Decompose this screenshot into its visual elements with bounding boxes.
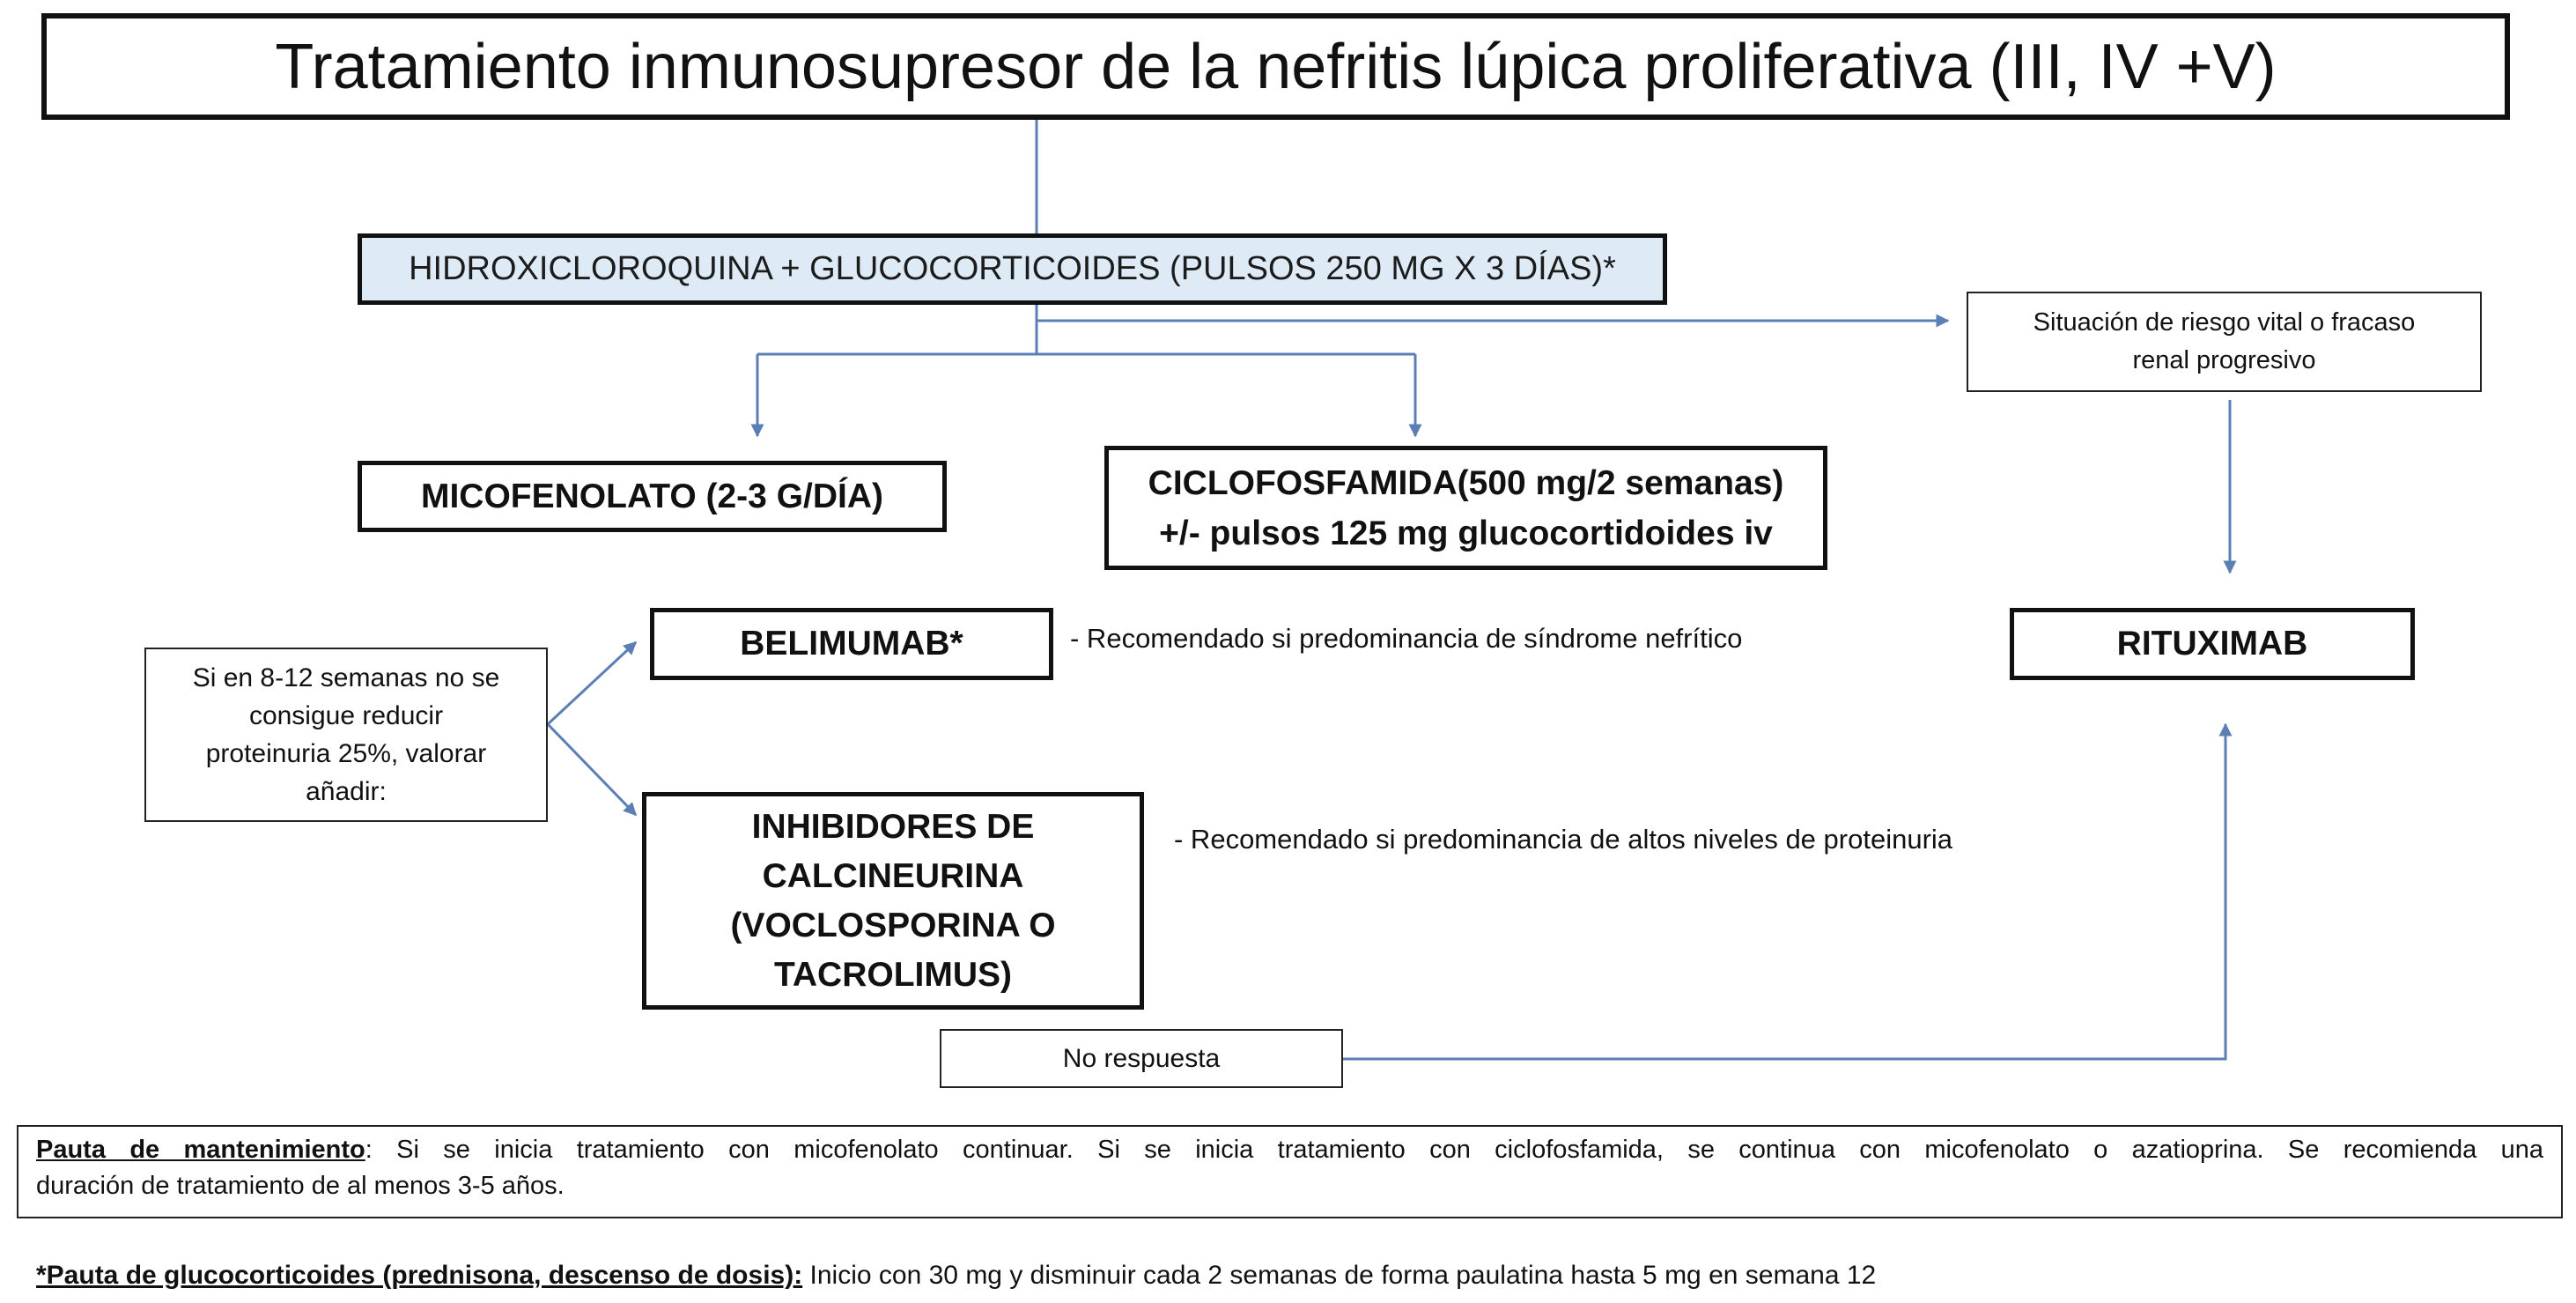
- rituximab-box: [2010, 608, 2415, 680]
- risk-situation-box: [1967, 292, 2482, 392]
- mycophenolate-box: [358, 461, 947, 532]
- maintenance-text-line2: duración de tratamiento de al menos 3-5 años.: [36, 1172, 565, 1200]
- risk-situation-line: Situación de riesgo vital o fracaso: [2033, 308, 2416, 337]
- add-on-condition-box: [144, 648, 548, 822]
- maintenance-line: [36, 1132, 2543, 1168]
- calcineurin-note: - Recomendado si predominancia de altos niveles de proteinuria: [1174, 824, 1953, 855]
- glucocorticoid-regimen-note: [36, 1258, 1876, 1293]
- cyclophosphamide-box: [1104, 446, 1827, 570]
- add-on-condition-line: añadir:: [306, 777, 387, 806]
- no-response-text: No respuesta: [1062, 1043, 1221, 1073]
- add-on-condition-line: consigue reducir: [248, 701, 444, 730]
- add-on-condition-line: Si en 8-12 semanas no se: [192, 663, 500, 692]
- page-title-text: Tratamiento inmunosupresor de la nefritis lúpica proliferativa (III, IV +V): [275, 31, 2277, 102]
- cyclophosphamide-line: +/- pulsos 125 mg glucocortidoides iv: [1159, 514, 1773, 552]
- page-title: [41, 13, 2510, 120]
- calcineurin-line: (VOCLOSPORINA O: [730, 906, 1056, 944]
- cyclophosphamide-line: CICLOFOSFAMIDA(500 mg/2 semanas): [1148, 463, 1784, 502]
- mycophenolate-text: MICOFENOLATO (2-3 G/DÍA): [420, 477, 884, 515]
- calcineurin-line: CALCINEURINA: [762, 856, 1024, 895]
- maintenance-note: [17, 1125, 2563, 1218]
- no-response-box: [940, 1029, 1343, 1088]
- arrow-no-response-to-rituximab: [1343, 724, 2225, 1059]
- risk-situation-line: renal progresivo: [2132, 346, 2316, 374]
- initial-treatment-text: HIDROXICLOROQUINA + GLUCOCORTICOIDES (PULSOS 250 MG X 3 DÍAS)*: [409, 250, 1616, 287]
- rituximab-text: RITUXIMAB: [2116, 625, 2308, 663]
- calcineurin-line: INHIBIDORES DE: [751, 807, 1035, 846]
- belimumab-note: - Recomendado si predominancia de síndrome nefrítico: [1070, 623, 1743, 654]
- belimumab-box: [650, 608, 1053, 680]
- calcineurin-inhibitors-box: [642, 792, 1144, 1010]
- initial-treatment-box: [358, 233, 1667, 305]
- maintenance-label: Pauta de mantenimiento: [36, 1136, 365, 1164]
- glucocorticoid-regimen-label: *Pauta de glucocorticoides (prednisona, descenso de dosis):: [36, 1261, 803, 1290]
- calcineurin-line: TACROLIMUS): [773, 955, 1013, 994]
- add-on-condition-line: proteinuria 25%, valorar: [205, 739, 487, 768]
- belimumab-text: BELIMUMAB*: [740, 625, 963, 663]
- maintenance-text: : Si se inicia tratamiento con micofenolato continuar. Si se inicia tratamiento con ciclofosfamida, se continua con micofenolato o azatioprina. Se recomienda una: [365, 1136, 2544, 1164]
- arrow-condition-to-belimumab: [548, 642, 636, 724]
- glucocorticoid-regimen-text: Inicio con 30 mg y disminuir cada 2 semanas de forma paulatina hasta 5 mg en semana 12: [802, 1261, 1877, 1290]
- arrow-condition-to-calcineurin: [548, 724, 636, 815]
